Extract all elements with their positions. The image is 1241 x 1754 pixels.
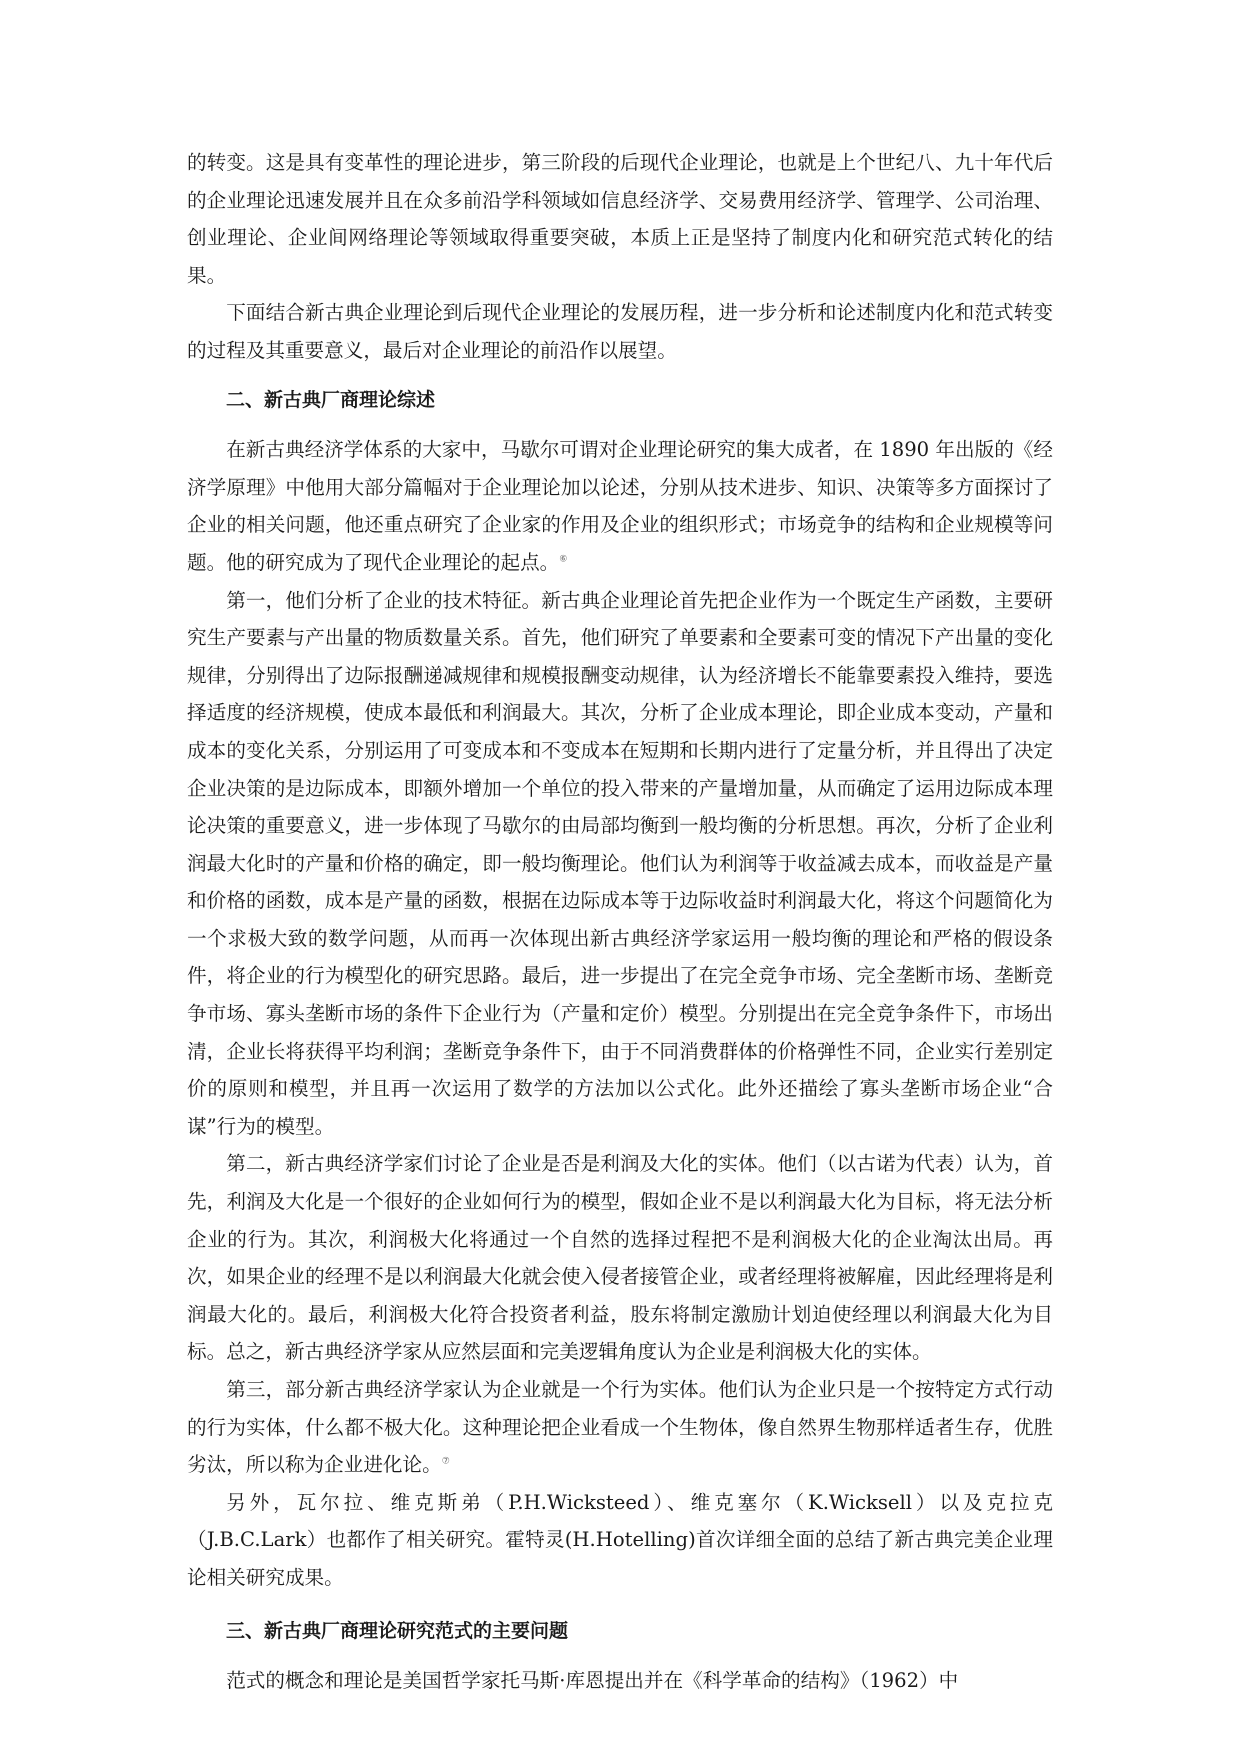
section-heading-2: 二、新古典厂商理论综述: [226, 388, 436, 411]
section-heading-3: 三、新古典厂商理论研究范式的主要问题: [226, 1619, 569, 1642]
paragraph-overview: 下面结合新古典企业理论到后现代企业理论的发展历程，进一步分析和论述制度内化和范式转变的过程及其重要意义，最后对企业理论的前沿作以展望。: [187, 301, 1053, 362]
paragraph-other-scholars: 另外，瓦尔拉、维克斯弟（P.H.Wicksteed）、维克塞尔（K.Wicksell）以及克拉克（J.B.C.Lark）也都作了相关研究。霍特灵(H.Hotelling)首次详细全面的总结了新古典完美企业理论相关研究成果。: [187, 1490, 1053, 1589]
paragraph-marshall: [187, 431, 1053, 581]
paragraph-first-point: 第一，他们分析了企业的技术特征。新古典企业理论首先把企业作为一个既定生产函数，主要研究生产要素与产出量的物质数量关系。首先，他们研究了单要素和全要素可变的情况下产出量的变化规律，分别得出了边际报酬递减规律和规模报酬变动规律，认为经济增长不能靠要素投入维持，要选择适度的经济规模，使成本最低和利润最大。其次，分析了企业成本理论，即企业成本变动，产量和成本的变化关系，分别运用了可变成本和不变成本在短期和长期内进行了定量分析，并且得出了决定企业决策的是边际成本，即额外增加一个单位的投入带来的产量增加量，从而确定了运用边际成本理论决策的重要意义，进一步体现了马歇尔的由局部均衡到一般均衡的分析思想。再次，分析了企业利润最大化时的产量和价格的确定，即一般均衡理论。他们认为利润等于收益减去成本，而收益是产量和价格的函数，成本是产量的函数，根据在边际成本等于边际收益时利润最大化，将这个问题简化为一个求极大致的数学问题，从而再一次体现出新古典经济学家运用一般均衡的理论和严格的假设条件，将企业的行为模型化的研究思路。最后，进一步提出了在完全竞争市场、完全垄断市场、垄断竞争市场、寡头垄断市场的条件下企业行为（产量和定价）模型。分别提出在完全竞争条件下，市场出清，企业长将获得平均利润；垄断竞争条件下，由于不同消费群体的价格弹性不同，企业实行差别定价的原则和模型，并且再一次运用了数学的方法加以公式化。此外还描绘了寡头垄断市场企业“合谋”行为的模型。: [187, 588, 1053, 1138]
paragraph-second-point: 第二，新古典经济学家们讨论了企业是否是利润及大化的实体。他们（以古诺为代表）认为，首先，利润及大化是一个很好的企业如何行为的模型，假如企业不是以利润最大化为目标，将无法分析企业的行为。其次，利润极大化将通过一个自然的选择过程把不是利润极大化的企业淘汰出局。再次，如果企业的经理不是以利润最大化就会使入侵者接管企业，或者经理将被解雇，因此经理将是利润最大化的。最后，利润极大化符合投资者利益，股东将制定激励计划迫使经理以利润最大化为目标。总之，新古典经济学家从应然层面和完美逻辑角度认为企业是利润极大化的实体。: [187, 1152, 1053, 1364]
paragraph-third-point-text: 第三，部分新古典经济学家认为企业就是一个行为实体。他们认为企业只是一个按特定方式行动的行为实体，什么都不极大化。这种理论把企业看成一个生物体，像自然界生物那样适者生存，优胜劣汰，所以称为企业进化论。: [187, 1378, 1053, 1477]
paragraph-marshall-text: 在新古典经济学体系的大家中，马歇尔可谓对企业理论研究的集大成者，在 1890 年出版的《经济学原理》中他用大部分篇幅对于企业理论加以论述，分别从技术进步、知识、决策等多方面探讨了企业的相关问题，他还重点研究了企业家的作用及企业的组织形式；市场竞争的结构和企业规模等问题。他的研究成为了现代企业理论的起点。: [187, 438, 1053, 574]
paragraph-third-point: [187, 1371, 1053, 1484]
footnote-ref-7: ⑦: [441, 1456, 450, 1467]
footnote-ref-6: ⑥: [559, 554, 568, 565]
paragraph-intro-continued: 的转变。这是具有变革性的理论进步，第三阶段的后现代企业理论，也就是上个世纪八、九十年代后的企业理论迅速发展并且在众多前沿学科领域如信息经济学、交易费用经济学、管理学、公司治理、创业理论、企业间网络理论等领域取得重要突破，本质上正是坚持了制度内化和研究范式转化的结果。: [187, 151, 1053, 287]
paragraph-paradigm: 范式的概念和理论是美国哲学家托马斯·库恩提出并在《科学革命的结构》（1962）中: [226, 1669, 959, 1693]
document-body: [187, 144, 1053, 1700]
